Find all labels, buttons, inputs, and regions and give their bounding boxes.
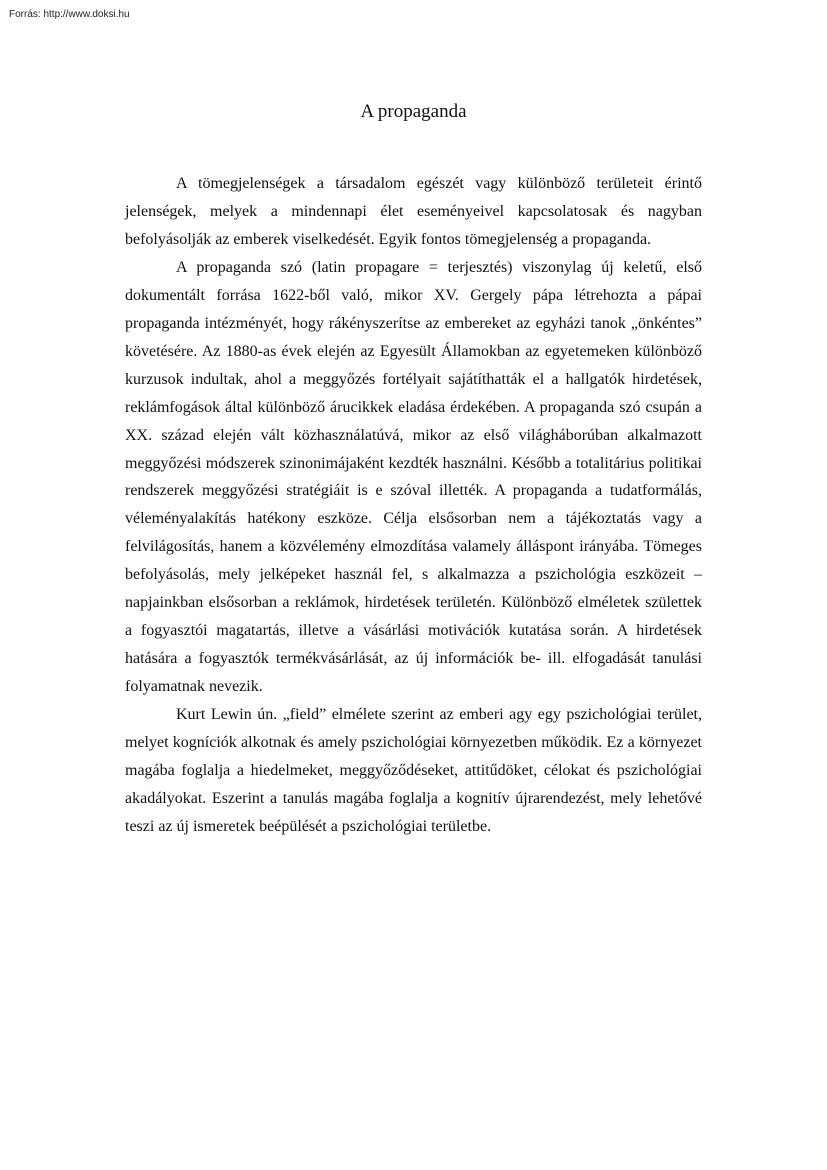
paragraph-intro: A tömegjelenségek a társadalom egészét vagy különböző területeit érintő jelenségek, melyek a mindennapi élet eseményeivel kapcsolatosak és nagyban befolyásolják az emberek viselkedését. Egyik fontos tömegjelenség a propaganda. bbox=[125, 175, 702, 248]
document-body bbox=[125, 170, 702, 841]
paragraph-lewin-field-theory: Kurt Lewin ún. „field” elmélete szerint az emberi agy egy pszichológiai terület, melyet kogníciók alkotnak és amely pszichológiai környezetben működik. Ez a környezet magába foglalja a hiedelmeket, meggyőződéseket, attitűdöket, célokat és pszichológiai akadályokat. Eszerint a tanulás magába foglalja a kognitív újrarendezést, mely lehetővé teszi az új ismeretek beépülését a pszichológiai területbe. bbox=[125, 706, 702, 835]
document-title: A propaganda bbox=[360, 101, 467, 122]
source-url-line: Forrás: http://www.doksi.hu bbox=[9, 9, 130, 20]
paragraph-history: A propaganda szó (latin propagare = terjesztés) viszonylag új keletű, első dokumentált forrása 1622-ből való, mikor XV. Gergely pápa létrehozta a pápai propaganda intézményét, hogy rákényszerítse az embereket az egyházi tanok „önkéntes” követésére. Az 1880-as évek elején az Egyesült Államokban az egyetemeken különböző kurzusok indultak, ahol a meggyőzés fortélyait sajátíthatták el a hallgatók hirdetések, reklámfogások által különböző árucikkek eladása érdekében. A propaganda szó csupán a XX. század elején vált közhasználatúvá, mikor az első világháborúban alkalmazott meggyőzési módszerek szinonimájaként kezdték használni. Később a totalitárius politikai rendszerek meggyőzési stratégiáit is e szóval illették. A propaganda a tudatformálás, véleményalakítás hatékony eszköze. Célja elsősorban nem a tájékoztatás vagy a felvilágosítás, hanem a közvélemény elmozdítása valamely álláspont irányába. Tömeges befolyásolás, mely jelképeket használ fel, s alkalmazza a pszichológia eszközeit – napjainkban elsősorban a reklámok, hirdetések területén. Különböző elméletek születtek a fogyasztói magatartás, illetve a vásárlási motivációk kutatása során. A hirdetések hatására a fogyasztók termékvásárlását, az új információk be- ill. elfogadását tanulási folyamatnak nevezik. bbox=[125, 258, 702, 696]
